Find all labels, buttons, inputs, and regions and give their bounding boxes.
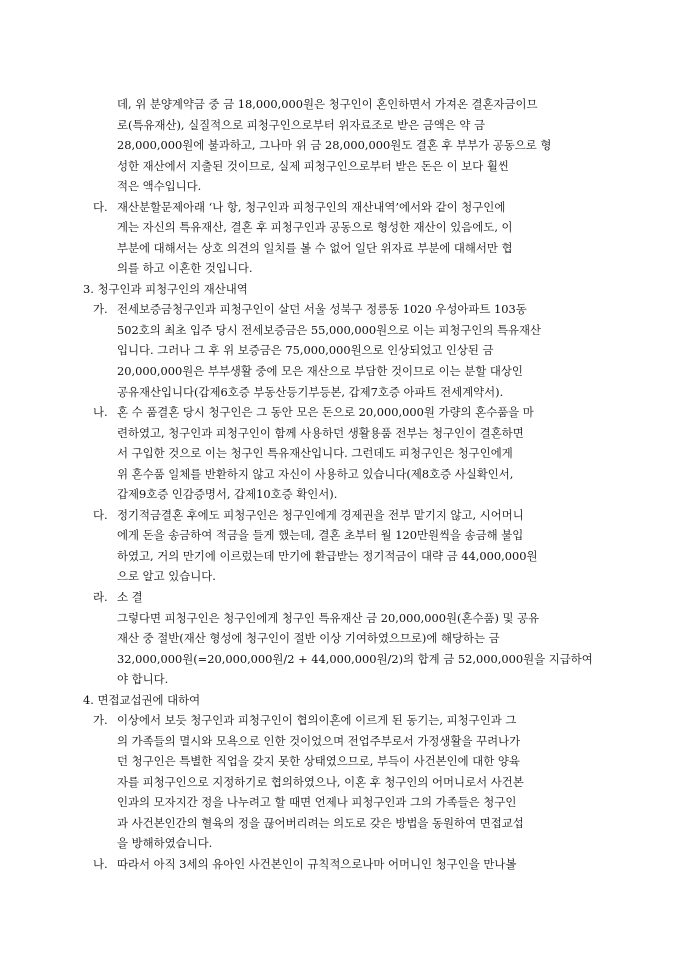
item-marker: 라.: [93, 590, 108, 604]
text-line: 28,000,000원에 불과하고, 그나마 위 금 28,000,000원도 결혼 후 부부가 공동으로 형: [117, 138, 552, 152]
text-line: 인과의 모자지간 정을 나누려고 할 때면 언제나 피청구인과 그의 가족들은 청구인: [117, 795, 517, 809]
text-line: 게는 자신의 특유재산, 결혼 후 피청구인과 공동으로 형성한 재산이 있음에도, 이: [117, 220, 513, 234]
text-line: 의 가족들의 멸시와 모욕으로 인한 것이었으며 전업주부로서 가정생활을 꾸려나가: [117, 734, 521, 748]
text-line: 혼 수 품결혼 당시 청구인은 그 동안 모은 돈으로 20,000,000원 가량의 혼수품을 마: [117, 405, 534, 419]
text-line: 위 혼수품 일체를 반환하지 않고 자신이 사용하고 있습니다(제8호증 사실확인서,: [117, 467, 514, 481]
text-line: 서 구입한 것으로 이는 청구인 특유재산입니다. 그런데도 피청구인은 청구인에게: [117, 446, 513, 460]
text-line: 재산 중 절반(재산 형성에 청구인이 절반 이상 기여하였으므로)에 해당하는 금: [117, 631, 500, 645]
text-line: 그렇다면 피청구인은 청구인에게 청구인 특유재산 금 20,000,000원(혼수품) 및 공유: [117, 611, 540, 625]
text-line: 재산분할문제아래 ‘나 항, 청구인과 피청구인의 재산내역’에서와 같이 청구인에: [117, 200, 506, 214]
text-line: 에게 돈을 송금하여 적금을 들게 했는데, 결혼 초부터 월 120만원씩을 송금해 불입: [117, 528, 524, 542]
text-line: 정기적금결혼 후에도 피청구인은 청구인에게 경제권을 전부 맡기지 않고, 시어머니: [117, 508, 524, 522]
text-line: 전세보증금청구인과 피청구인이 살던 서울 성북구 정릉동 1020 우성아파트 103동: [117, 302, 527, 316]
text-line: 로(특유재산), 실질적으로 피청구인으로부터 위자료조로 받은 금액은 약 금: [117, 118, 485, 132]
item-marker: 다.: [93, 508, 108, 522]
text-line: 하였고, 거의 만기에 이르렀는데 만기에 환급받는 정기적금이 대략 금 44,000,000원: [117, 549, 538, 563]
item-marker: 나.: [93, 857, 108, 871]
text-line: 을 방해하였습니다.: [117, 836, 213, 850]
text-line: 적은 액수입니다.: [117, 179, 202, 193]
item-marker: 나.: [93, 405, 108, 419]
section-heading: 3. 청구인과 피청구인의 재산내역: [83, 282, 248, 296]
text-line: 련하였고, 청구인과 피청구인이 함께 사용하던 생활용품 전부는 청구인이 결혼하면: [117, 426, 524, 440]
text-line: 자를 피청구인으로 지정하기로 협의하였으나, 이혼 후 청구인의 어머니로서 사건본: [117, 775, 524, 789]
text-line: 의를 하고 이혼한 것입니다.: [117, 261, 253, 275]
subsection-title: 소 결: [117, 590, 143, 604]
text-line: 따라서 아직 3세의 유아인 사건본인이 규칙적으로나마 어머니인 청구인을 만나볼: [117, 857, 517, 871]
text-line: 과 사건본인간의 혈육의 정을 끊어버리려는 의도로 갖은 방법을 동원하여 면접교섭: [117, 816, 524, 830]
text-line: 502호의 최초 입주 당시 전세보증금은 55,000,000원으로 이는 피청구인의 특유재산: [117, 323, 542, 337]
text-line: 이상에서 보듯 청구인과 피청구인이 협의이혼에 이르게 된 동기는, 피청구인과 그: [117, 713, 517, 727]
text-line: 성한 재산에서 지출된 것이므로, 실제 피청구인으로부터 받은 돈은 이 보다 훨씬: [117, 159, 509, 173]
text-line: 갑제9호증 인감증명서, 갑제10호증 확인서).: [117, 487, 338, 501]
text-line: 32,000,000원(=20,000,000원/2 + 44,000,000원/2)의 합계 금 52,000,000원을 지급하여: [117, 652, 593, 666]
text-line: 데, 위 분양계약금 중 금 18,000,000원은 청구인이 혼인하면서 가져온 결혼자금이므: [117, 97, 538, 111]
item-marker: 다.: [93, 200, 108, 214]
item-marker: 가.: [93, 713, 108, 727]
text-line: 입니다. 그러나 그 후 위 보증금은 75,000,000원으로 인상되었고 인상된 금: [117, 343, 494, 357]
item-marker: 가.: [93, 302, 108, 316]
text-line: 공유재산입니다(갑제6호증 부동산등기부등본, 갑제7호증 아파트 전세계약서).: [117, 385, 504, 399]
text-line: 20,000,000원은 부부생활 중에 모은 재산으로 부담한 것이므로 이는 분할 대상인: [117, 364, 523, 378]
text-line: 부분에 대해서는 상호 의견의 일치를 볼 수 없어 일단 위자료 부분에 대해서만 협: [117, 241, 513, 255]
text-line: 으로 알고 있습니다.: [117, 569, 216, 583]
text-line: 야 합니다.: [117, 672, 169, 686]
section-heading: 4. 면접교섭권에 대하여: [83, 693, 201, 707]
text-line: 던 청구인은 특별한 직업을 갖지 못한 상태였으므로, 부득이 사건본인에 대한 양육: [117, 754, 520, 768]
